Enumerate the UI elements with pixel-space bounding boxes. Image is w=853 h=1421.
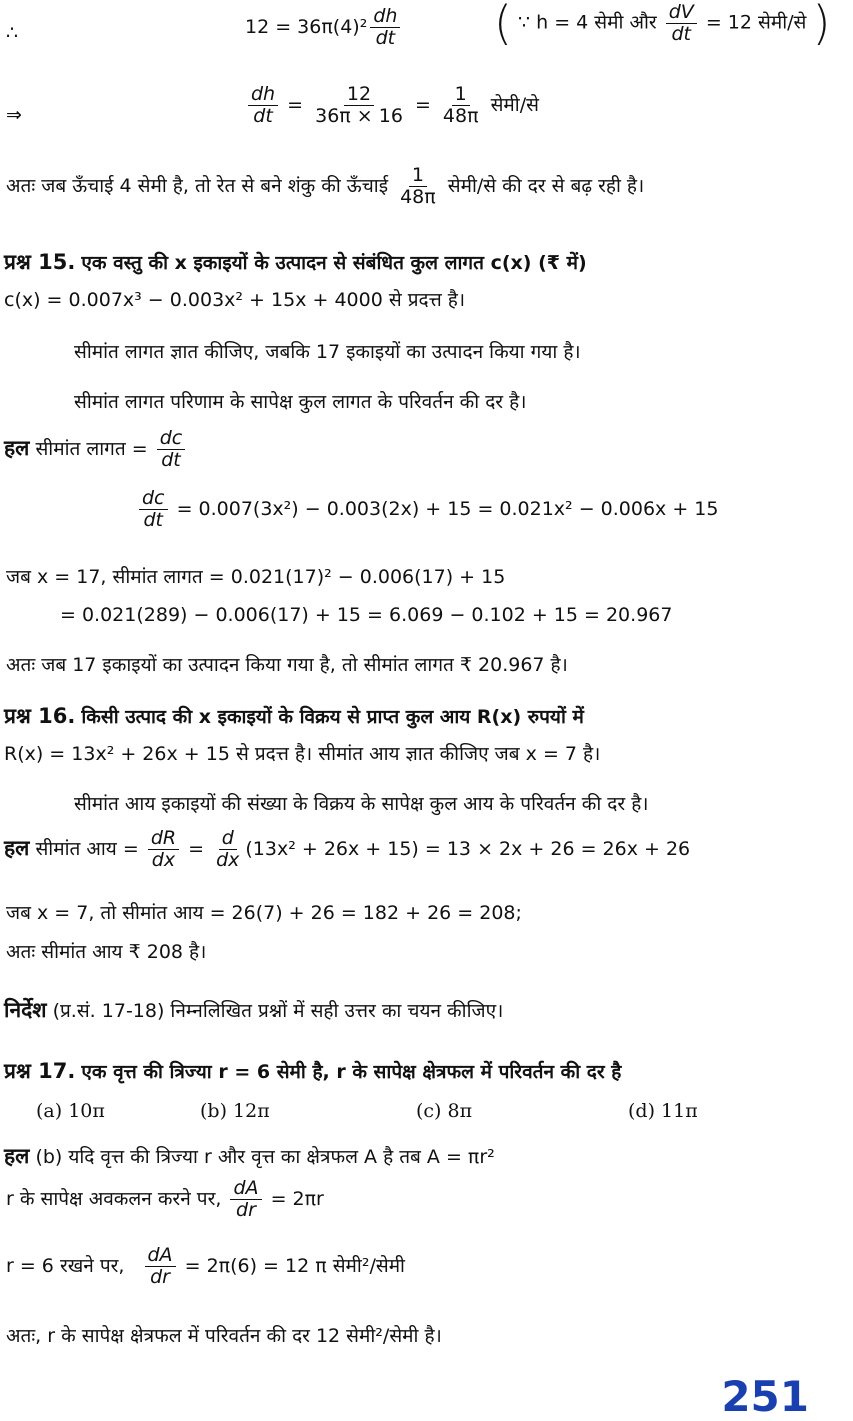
note-fraction	[666, 2, 697, 45]
question-17-label: प्रश्न 17.	[4, 1059, 76, 1083]
derivative-rhs: = 0.007(3x²) − 0.003(2x) + 15 = 0.021x² − 0.006x + 15	[176, 497, 719, 520]
solution-fraction-2	[213, 828, 242, 871]
fraction-denominator: 36π × 16	[315, 104, 403, 127]
question-15-when: जब x = 17, सीमांत लागत = 0.021(17)² − 0.006(17) + 15	[6, 566, 506, 588]
question-16-when: जब x = 7, तो सीमांत आय = 26(7) + 26 = 182 + 26 = 208;	[6, 902, 522, 924]
fraction-denominator: dr	[236, 1198, 256, 1221]
fraction-numerator: dA	[230, 1178, 261, 1200]
conclusion-fraction	[397, 165, 439, 208]
given-note	[494, 0, 831, 50]
question-15-derivative	[136, 488, 718, 531]
solution-label: हल	[4, 835, 30, 860]
question-16-solution: हल सीमांत आय = $\frac{dR}{dx}$ = $\frac{d}{dx}$ (13x² + 26x + 15) = 13 × 2x + 26 = 26x + 26	[4, 827, 691, 871]
question-15-explanation: सीमांत लागत परिणाम के सापेक्ष कुल लागत के परिवर्तन की दर है।	[74, 391, 527, 413]
option-d: (d) 11π	[628, 1100, 698, 1122]
fraction-denominator: dx	[151, 848, 176, 871]
note-open-paren: (	[494, 0, 512, 50]
eq2-fraction-3	[440, 84, 482, 127]
equation-1	[245, 6, 403, 49]
eq2-fraction-2	[312, 84, 406, 127]
question-15-conclusion: अतः जब 17 इकाइयों का उत्पादन किया गया है, तो सीमांत लागत ₹ 20.967 है।	[6, 654, 568, 676]
note-text-2: = 12 सेमी/से	[705, 11, 807, 34]
question-17-substitution	[6, 1245, 405, 1288]
directions-label: निर्देश	[4, 998, 47, 1022]
option-b: (b) 12π	[200, 1100, 270, 1122]
note-close-paren: )	[812, 0, 831, 50]
solution-label: हल	[4, 1144, 30, 1168]
conclusion-part-2: सेमी/से की दर से बढ़ रही है।	[447, 174, 645, 197]
equation-1-fraction	[370, 6, 400, 49]
question-17-solution	[4, 1142, 495, 1170]
fraction-denominator: dt	[671, 22, 691, 45]
directions-text: (प्र.सं. 17-18) निम्नलिखित प्रश्नों में सही उत्तर का चयन कीजिए।	[52, 1000, 504, 1022]
fraction-denominator: 48π	[442, 104, 479, 127]
fraction-numerator: dc	[157, 428, 186, 450]
note-text-1: ∵ h = 4 सेमी और	[518, 11, 657, 34]
fraction-denominator: dt	[375, 26, 396, 49]
fraction-numerator: dh	[370, 6, 400, 28]
option-a: (a) 10π	[36, 1100, 105, 1122]
eq2-fraction-1	[248, 84, 278, 127]
question-15-label: प्रश्न 15.	[4, 250, 76, 274]
question-15-task: सीमांत लागत ज्ञात कीजिए, जबकि 17 इकाइयों का उत्पादन किया गया है।	[74, 341, 581, 363]
fraction-numerator: dV	[666, 2, 697, 24]
eq2-unit: सेमी/से	[490, 93, 539, 116]
equation-1-lhs: 12 = 36π(4)²	[245, 15, 368, 38]
page-number: 251	[721, 1372, 809, 1421]
directions	[4, 996, 503, 1024]
question-15-solution	[4, 428, 188, 471]
differentiation-fraction	[230, 1178, 261, 1221]
fraction-numerator: dc	[139, 488, 168, 510]
fraction-numerator: 1	[409, 165, 427, 187]
differentiation-rhs: = 2πr	[270, 1187, 324, 1210]
fraction-denominator: dt	[161, 448, 181, 471]
fraction-numerator: 12	[344, 84, 374, 106]
fraction-denominator: 48π	[400, 185, 436, 208]
substitution-rhs: = 2π(6) = 12 π सेमी²/सेमी	[184, 1254, 405, 1277]
solution-fraction	[157, 428, 186, 471]
substitution-fraction	[145, 1245, 176, 1288]
solution-text: (b) यदि वृत्त की त्रिज्या r और वृत्त का क्षेत्रफल A है तब A = πr²	[35, 1146, 495, 1168]
solution-label: हल	[4, 435, 30, 460]
option-c: (c) 8π	[416, 1100, 473, 1122]
question-16-line-2: R(x) = 13x² + 26x + 15 से प्रदत्त है। सीमांत आय ज्ञात कीजिए जब x = 7 है।	[4, 743, 601, 765]
solution-text: सीमांत लागत =	[35, 437, 148, 460]
therefore-symbol: ∴	[6, 22, 19, 44]
implies-symbol: ⇒	[6, 104, 22, 126]
question-17-text: एक वृत्त की त्रिज्या r = 6 सेमी है, r के सापेक्ष क्षेत्रफल में परिवर्तन की दर है	[81, 1061, 622, 1083]
conclusion-part-1: अतः जब ऊँचाई 4 सेमी है, तो रेत से बने शंकु की ऊँचाई	[6, 174, 389, 197]
fraction-numerator: 1	[452, 84, 470, 106]
question-16-explanation: सीमांत आय इकाइयों की संख्या के विक्रय के सापेक्ष कुल आय के परिवर्तन की दर है।	[74, 793, 649, 815]
fraction-denominator: dx	[216, 848, 240, 871]
question-16-line-1	[4, 702, 584, 730]
question-15-calculation: = 0.021(289) − 0.006(17) + 15 = 6.069 − 0.102 + 15 = 20.967	[60, 604, 673, 626]
question-17-differentiation	[6, 1178, 324, 1221]
differentiation-text: r के सापेक्ष अवकलन करने पर,	[6, 1187, 222, 1210]
fraction-denominator: dr	[150, 1265, 170, 1288]
question-16-label: प्रश्न 16.	[4, 704, 76, 728]
equation-2: $\frac{dh}{dt}$ = $\frac{12}{36\pi \times 16}$ = $\frac{1}{48\pi}$ सेमी/से	[245, 84, 539, 127]
fraction-numerator: dA	[145, 1245, 176, 1267]
top-conclusion	[6, 165, 644, 208]
question-16-conclusion: अतः सीमांत आय ₹ 208 है।	[6, 941, 207, 963]
fraction-numerator: d	[219, 828, 237, 850]
question-15-text-1: एक वस्तु की x इकाइयों के उत्पादन से संबंधित कुल लागत c(x) (₹ में)	[81, 252, 587, 274]
solution-rhs: (13x² + 26x + 15) = 13 × 2x + 26 = 26x + 26	[245, 837, 691, 860]
solution-text: सीमांत आय =	[35, 837, 139, 860]
question-15-line-1	[4, 248, 587, 276]
solution-fraction-1	[148, 828, 179, 871]
question-17-line	[4, 1057, 621, 1085]
derivative-fraction	[139, 488, 168, 531]
question-16-text-1: किसी उत्पाद की x इकाइयों के विक्रय से प्राप्त कुल आय R(x) रुपयों में	[81, 706, 584, 728]
fraction-numerator: dR	[148, 828, 179, 850]
question-15-line-2: c(x) = 0.007x³ − 0.003x² + 15x + 4000 से प्रदत्त है।	[4, 289, 466, 311]
fraction-denominator: dt	[253, 104, 273, 127]
fraction-numerator: dh	[248, 84, 278, 106]
fraction-denominator: dt	[143, 508, 164, 531]
substitution-text: r = 6 रखने पर,	[6, 1254, 125, 1277]
question-17-conclusion: अतः, r के सापेक्ष क्षेत्रफल में परिवर्तन की दर 12 सेमी²/सेमी है।	[6, 1325, 442, 1347]
